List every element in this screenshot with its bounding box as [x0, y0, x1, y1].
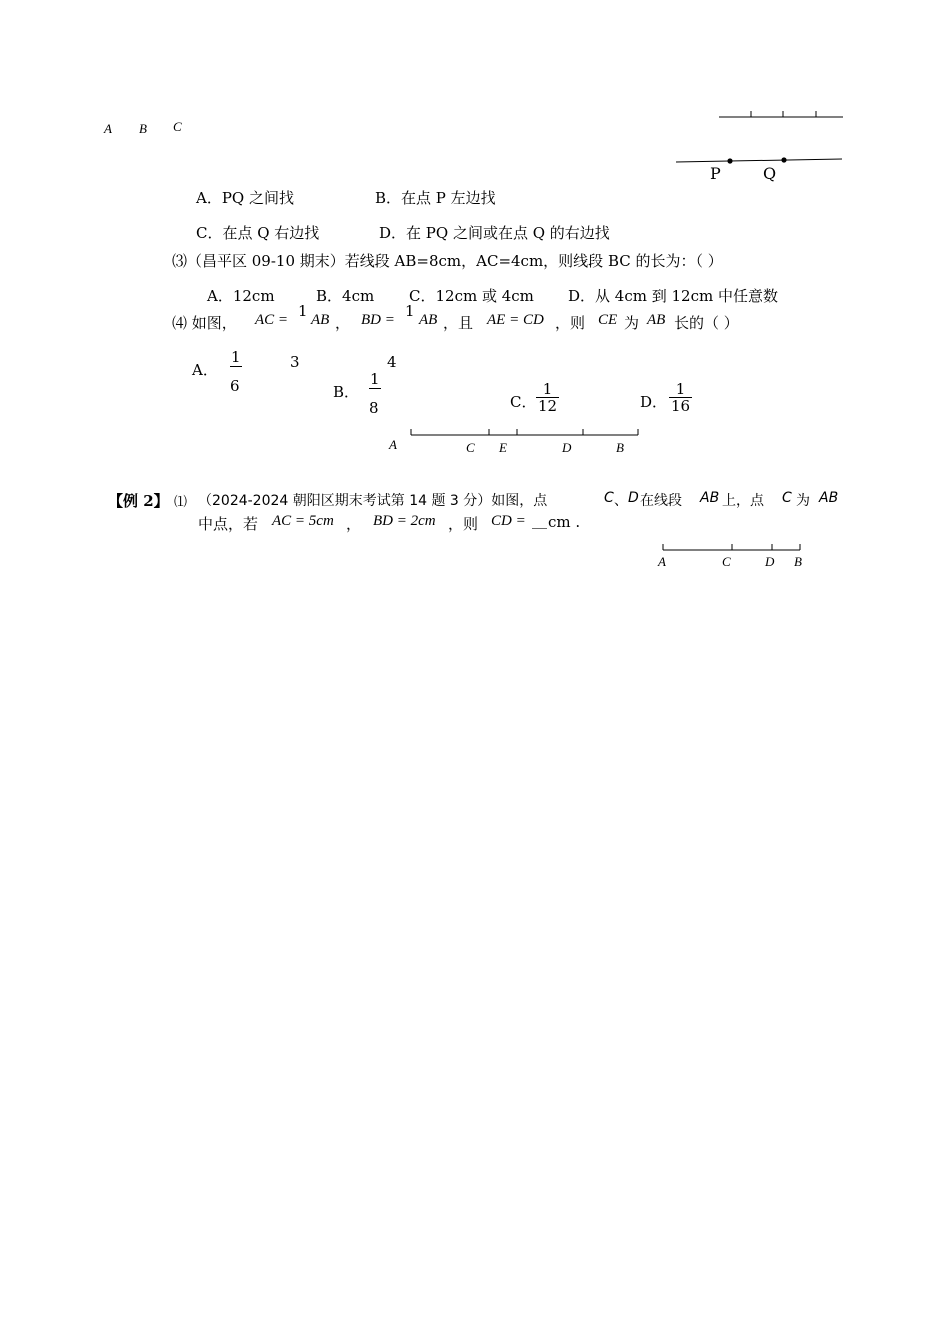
q4-segment-figure	[405, 426, 645, 442]
example-2-c2: C	[782, 490, 792, 506]
q4-option-c-den: 12	[538, 397, 558, 415]
q4-ae-cd: AE = CD	[487, 312, 544, 328]
q4-option-b-den: 8	[369, 399, 379, 417]
q4-fig-label-c: C	[466, 440, 475, 455]
q4-prefix: ⑷ 如图，	[172, 314, 237, 332]
q4-ab3: AB	[647, 312, 666, 328]
q4-fig-label-a: A	[389, 437, 397, 452]
example-2-cd-eq: CD =	[491, 513, 526, 529]
q3-option-a: A．12cm	[207, 287, 275, 305]
example-2-c: C	[604, 490, 614, 506]
q4-tail: 长的（ ）	[674, 314, 739, 332]
q4-option-a-label: A．	[192, 361, 218, 379]
q4-ce: CE	[598, 312, 618, 328]
q4-ac: AC =	[255, 312, 289, 328]
q4-frac2-den: 4	[387, 353, 397, 371]
example-2-sep: 、	[614, 493, 628, 509]
example-2-answer-blank: __	[532, 511, 547, 529]
q3-stem: ⑶（昌平区 09-10 期末）若线段 AB=8cm，AC=4cm，则线段 BC 的长为：（ ）	[172, 252, 723, 270]
q4-then: ，则	[555, 314, 586, 332]
example-2-d: D	[628, 490, 639, 506]
example-2-label: 【例 2】	[108, 492, 169, 510]
q2-option-b: B．在点 P 左边找	[375, 189, 496, 207]
pq-line-figure	[672, 150, 847, 170]
example-2-fig-label-b: B	[794, 554, 802, 569]
q4-option-a-den: 6	[230, 377, 240, 395]
point-label-c: C	[173, 119, 182, 134]
q4-option-c-num: 1	[536, 381, 559, 398]
q4-option-c-label: C．	[510, 393, 537, 411]
example-2-stem4: 为	[796, 493, 810, 509]
example-2-ac-eq: AC = 5cm	[272, 513, 334, 529]
q2-option-c: C．在点 Q 右边找	[196, 224, 320, 242]
example-2-stem1: （2024-2024 朝阳区期末考试第 14 题 3 分）如图，点	[198, 493, 548, 509]
q4-option-c-fraction	[536, 381, 559, 414]
q3-option-c: C．12cm 或 4cm	[409, 287, 534, 305]
q4-ab2: AB	[419, 312, 438, 328]
example-2-fig-label-c: C	[722, 554, 731, 569]
example-2-bd-eq: BD = 2cm	[373, 513, 436, 529]
q3-option-d: D．从 4cm 到 12cm 中任意数	[568, 287, 778, 305]
example-2-fig-label-d: D	[765, 554, 775, 569]
q4-option-d-den: 16	[671, 397, 691, 415]
pq-label-p: P	[710, 164, 721, 183]
example-2-stem2: 在线段	[640, 493, 682, 509]
q4-fig-label-b: B	[616, 440, 624, 455]
q3-option-b: B．4cm	[316, 287, 375, 305]
example-2-fig-label-a: A	[658, 554, 666, 569]
q4-fig-label-e: E	[499, 440, 507, 455]
example-2-comma: ，	[346, 515, 362, 533]
q4-and: ，且	[443, 314, 474, 332]
example-2-line2-prefix: 中点，若	[198, 515, 259, 533]
tick-segment-figure	[715, 105, 850, 125]
q4-bd: BD =	[361, 312, 395, 328]
q4-frac2-num: 1	[405, 302, 415, 320]
q4-comma1: ，	[335, 314, 351, 332]
q4-as: 为	[624, 314, 640, 332]
q4-option-d-label: D．	[640, 393, 668, 411]
q4-option-d-fraction	[669, 381, 692, 414]
example-2-then: ，则	[448, 515, 479, 533]
example-2-segment-figure	[658, 541, 806, 557]
pq-label-q: Q	[763, 164, 777, 183]
example-2-number: ⑴	[174, 495, 188, 510]
q4-option-b-label: B．	[333, 383, 360, 401]
example-2-ab2: AB	[819, 490, 839, 506]
q4-frac1-num: 1	[298, 302, 308, 320]
q4-option-b-num: 1	[370, 370, 380, 388]
point-label-b: B	[139, 121, 147, 136]
example-2-unit: cm .	[548, 513, 581, 531]
point-label-a: A	[104, 121, 112, 136]
q2-option-d: D．在 PQ 之间或在点 Q 的右边找	[379, 224, 610, 242]
q4-option-d-num: 1	[669, 381, 692, 398]
q4-option-a-num: 1	[231, 348, 241, 366]
example-2-ab: AB	[700, 490, 720, 506]
q4-frac1-den: 3	[290, 353, 300, 371]
example-2-stem3: 上，点	[722, 493, 764, 509]
q2-option-a: A．PQ 之间找	[196, 189, 294, 207]
q4-fig-label-d: D	[562, 440, 572, 455]
q4-ab1: AB	[311, 312, 330, 328]
